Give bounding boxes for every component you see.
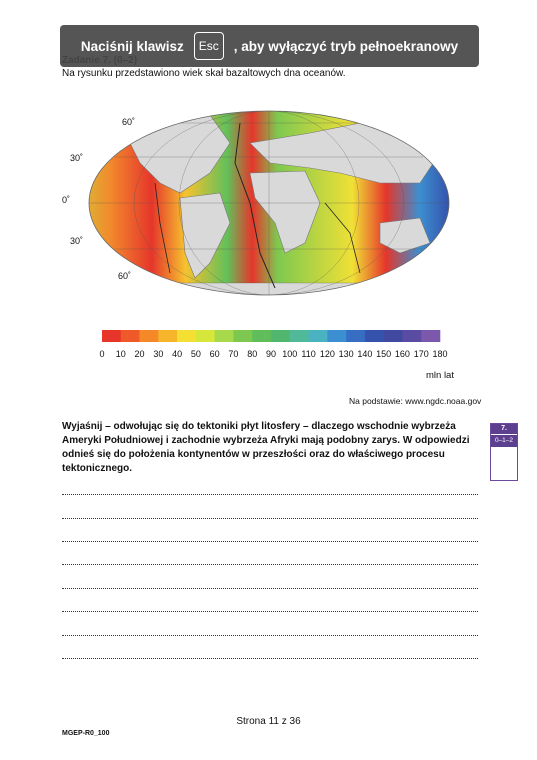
answer-line[interactable]: [62, 635, 478, 636]
points-range: 0–1–2: [491, 434, 517, 447]
scale-segment: [365, 330, 384, 342]
answer-line[interactable]: [62, 518, 478, 519]
exam-code: MGEP-R0_100: [62, 730, 110, 737]
source-note: Na podstawie: www.ngdc.noaa.gov: [349, 396, 482, 406]
banner-text-before: Naciśnij klawisz: [80, 38, 184, 54]
scale-segment: [102, 330, 121, 342]
scale-tick-label: 40: [172, 349, 183, 359]
scale-segment: [384, 330, 403, 342]
points-box: [490, 423, 518, 481]
answer-line[interactable]: [62, 564, 478, 565]
scale-segment: [252, 330, 271, 342]
scale-segment: [421, 330, 440, 342]
scale-segment: [140, 330, 159, 342]
scale-tick-label: 80: [247, 349, 258, 359]
age-color-scale: [90, 328, 460, 368]
scale-tick-label: 10: [115, 349, 126, 359]
scale-segment: [215, 330, 234, 342]
task-question: Wyjaśnij – odwołując się do tektoniki płyt litosfery – dlaczego wschodnie wybrzeża Ameryki Południowej i zachodnie wybrzeża Afryki mają podobny zarys. W odpowiedzi odnieś się do położenia kontynentów w przeszłości oraz do właściwego procesu tektonicznego.: [62, 421, 470, 474]
answer-line[interactable]: [62, 658, 478, 659]
scale-tick-label: 160: [394, 349, 410, 359]
scale-segment: [327, 330, 346, 342]
scale-tick-label: 180: [432, 349, 448, 359]
banner-text-after: , aby wyłączyć tryb pełnoekranowy: [233, 38, 459, 54]
scale-tick-label: 0: [99, 349, 105, 359]
page-number: Strona 11 z 36: [236, 716, 301, 727]
task-number: 7.: [491, 424, 517, 434]
scale-segment: [177, 330, 196, 342]
scale-tick-label: 130: [338, 349, 354, 359]
scale-tick-label: 140: [357, 349, 373, 359]
scale-segment: [402, 330, 421, 342]
fullscreen-banner: [60, 25, 479, 67]
scale-tick-label: 60: [209, 349, 220, 359]
esc-key[interactable]: Esc: [194, 32, 224, 60]
scale-segment: [309, 330, 328, 342]
lat-label-60s: 60˚: [118, 271, 132, 281]
task-intro: Na rysunku przedstawiono wiek skał bazaltowych dna oceanów.: [62, 68, 346, 79]
scale-tick-label: 20: [134, 349, 145, 359]
scale-tick-label: 30: [153, 349, 164, 359]
answer-line[interactable]: [62, 541, 478, 542]
scale-segment: [271, 330, 290, 342]
answer-line[interactable]: [62, 588, 478, 589]
scale-tick-label: 70: [228, 349, 239, 359]
scale-tick-label: 50: [190, 349, 201, 359]
lat-label-30s: 30˚: [70, 236, 84, 246]
scale-segment: [290, 330, 309, 342]
lat-label-60n: 60˚: [122, 117, 136, 127]
scale-unit: mln lat: [426, 370, 454, 381]
scale-tick-label: 150: [376, 349, 392, 359]
ocean-floor-age-map: [60, 103, 478, 303]
lat-label-0: 0˚: [62, 195, 71, 205]
scale-segment: [158, 330, 177, 342]
scale-segment: [196, 330, 215, 342]
answer-line[interactable]: [62, 611, 478, 612]
scale-segment: [233, 330, 252, 342]
scale-tick-label: 100: [282, 349, 298, 359]
scale-segment: [121, 330, 140, 342]
answer-line[interactable]: [62, 494, 478, 495]
scale-tick-label: 110: [301, 349, 316, 359]
lat-label-30n: 30˚: [70, 153, 84, 163]
scale-tick-label: 170: [413, 349, 429, 359]
scale-tick-label: 90: [265, 349, 277, 359]
scale-tick-label: 120: [319, 349, 335, 359]
scale-segment: [346, 330, 365, 342]
